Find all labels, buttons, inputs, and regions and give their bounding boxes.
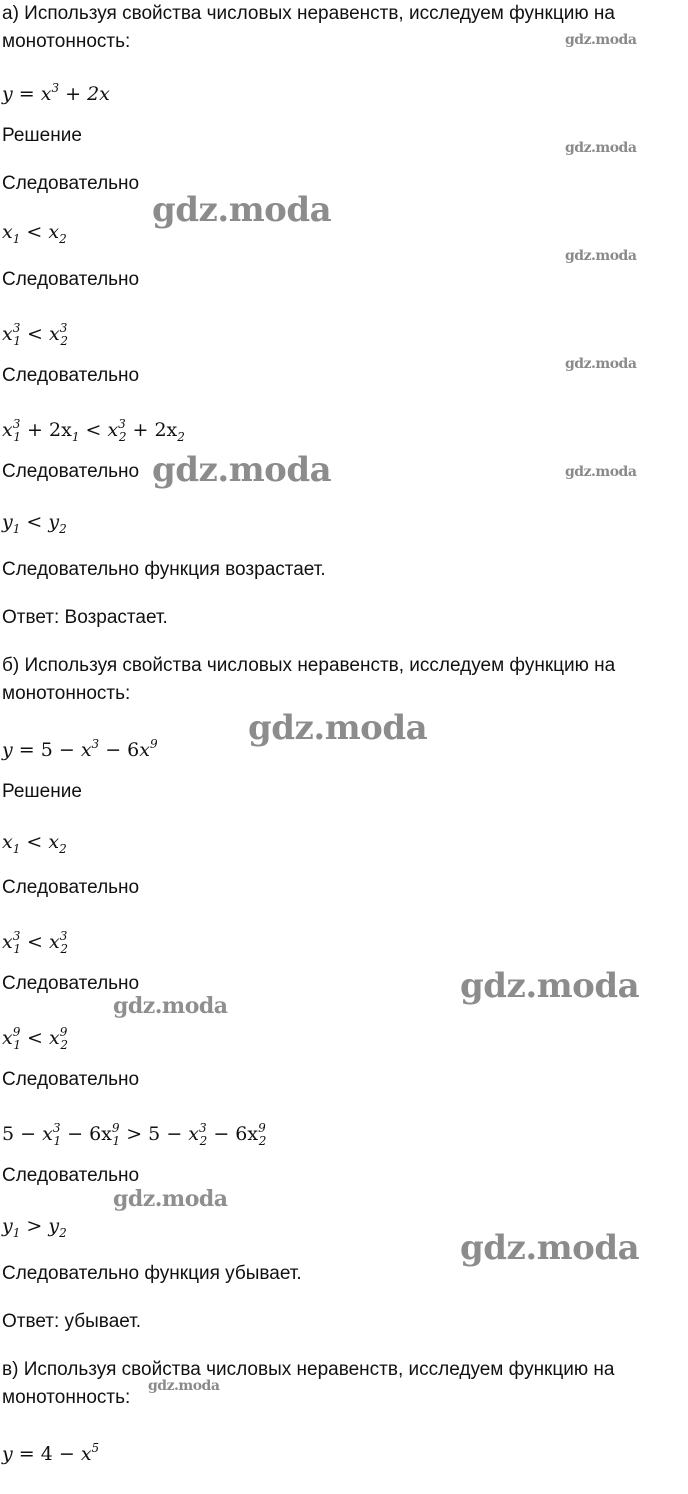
part-b-intro-line2: монотонность:: [2, 683, 131, 704]
watermark-logo: gdz.moda: [113, 993, 228, 1019]
part-a-solution-label: Решение: [2, 125, 82, 146]
watermark-logo: gdz.moda: [248, 708, 428, 748]
watermark-logo: gdz.moda: [565, 32, 637, 48]
part-b-therefore-3: Следовательно: [2, 1069, 140, 1090]
part-b-inequality-4: $5 - x^3_1 - 6x^9_1 > 5 - x^3_2 - 6x^9_2$: [2, 1121, 267, 1148]
watermark-logo: gdz.moda: [565, 140, 637, 156]
part-a-inequality-3: $x^3_1 + 2x_1 < x^3_2 + 2x_2$: [2, 417, 185, 444]
part-b-inequality-1: $x_1 < x_2$: [2, 831, 67, 856]
part-b-inequality-3: $x^9_1 < x^9_2$: [2, 1025, 68, 1052]
part-b-therefore-1: Следовательно: [2, 877, 140, 898]
part-b-conclusion: Следовательно функция убывает.: [2, 1263, 302, 1284]
watermark-logo: gdz.moda: [148, 1378, 220, 1394]
watermark-logo: gdz.moda: [152, 450, 332, 490]
part-c-intro-line2: монотонность:: [2, 1387, 131, 1408]
part-b-inequality-2: $x^3_1 < x^3_2$: [2, 929, 68, 956]
watermark-logo: gdz.moda: [460, 1228, 640, 1268]
part-a-conclusion: Следовательно функция возрастает.: [2, 559, 326, 580]
part-b-therefore-4: Следовательно: [2, 1165, 140, 1186]
part-c-intro-line1: в) Используя свойства числовых неравенств, исследуем функцию на: [2, 1359, 615, 1380]
part-b-intro-line1: б) Используя свойства числовых неравенств, исследуем функцию на: [2, 655, 616, 676]
watermark-logo: gdz.moda: [565, 248, 637, 264]
part-a-function: $y = x^3 + 2x$: [2, 81, 110, 105]
part-a-therefore-1: Следовательно: [2, 173, 140, 194]
part-b-function: $y = 5 - x^3 - 6x^9$: [2, 737, 158, 761]
part-b-therefore-2: Следовательно: [2, 973, 140, 994]
part-b-answer: Ответ: убывает.: [2, 1311, 142, 1332]
watermark-logo: gdz.moda: [565, 356, 637, 372]
part-a-inequality-1: $x_1 < x_2$: [2, 221, 67, 246]
watermark-logo: gdz.moda: [152, 190, 332, 230]
part-a-therefore-4: Следовательно: [2, 461, 140, 482]
part-c-function: $y = 4 - x^5$: [2, 1441, 100, 1465]
watermark-logo: gdz.moda: [113, 1186, 228, 1212]
part-a-therefore-3: Следовательно: [2, 365, 140, 386]
watermark-logo: gdz.moda: [565, 464, 637, 480]
part-a-therefore-2: Следовательно: [2, 269, 140, 290]
part-b-solution-label: Решение: [2, 781, 82, 802]
part-a-answer: Ответ: Возрастает.: [2, 607, 168, 628]
part-a-inequality-4: $y_1 < y_2$: [2, 511, 67, 536]
part-a-intro-line1: а) Используя свойства числовых неравенств, исследуем функцию на: [2, 3, 615, 24]
part-b-inequality-5: $y_1 > y_2$: [2, 1215, 67, 1240]
watermark-logo: gdz.moda: [460, 966, 640, 1006]
part-a-inequality-2: $x^3_1 < x^3_2$: [2, 321, 68, 348]
part-a-intro-line2: монотонность:: [2, 31, 131, 52]
